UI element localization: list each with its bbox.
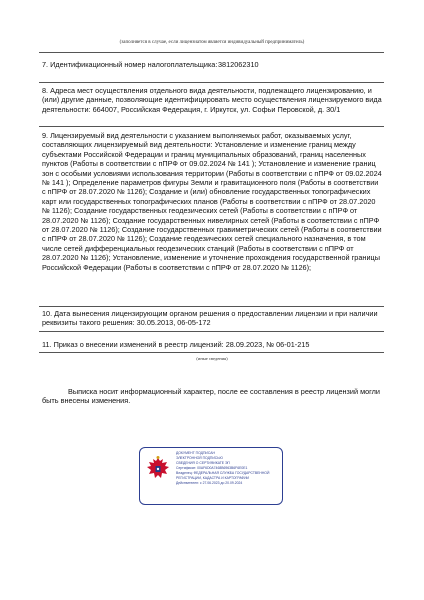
divider (39, 126, 384, 127)
stamp-line-3: СВЕДЕНИЯ О СЕРТИФИКАТЕ ЭП (176, 461, 230, 465)
stamp-line-5: Владелец: ФЕДЕРАЛЬНАЯ СЛУЖБА ГОСУДАРСТВЕННОЙ (176, 471, 270, 475)
electronic-signature-stamp (139, 447, 283, 505)
divider (39, 306, 384, 307)
stamp-line-4: Сертификат: 00AF6D0A7468B6963B6F6E0E1 (176, 466, 248, 470)
divider (39, 52, 384, 53)
taxpayer-id-value: 3812062310 (218, 60, 259, 69)
informational-disclaimer: Выписка носит информационный характер, после ее составления в реестр лицензий могли быть внесены изменения. (42, 387, 380, 406)
divider (39, 331, 384, 332)
stamp-line-7: Действителен: с 27.06.2023 до 20.09.2024 (176, 481, 243, 485)
activity-address-item: 8. Адреса мест осуществления отдельного вида деятельности, подлежащего лицензированию, и (или) другие данные, позволяющие идентифицировать место осуществления лицензируемого вида деятельности: 664007, Российская Федерация, г. Иркутск, ул. Софьи Перовской, д. 30/1 (42, 86, 382, 114)
registry-order-item: 11. Приказ о внесении изменений в реестр лицензий: 28.09.2023, № 06-01-215 (42, 340, 310, 349)
signature-details (176, 451, 269, 486)
stamp-line-1: ДОКУМЕНТ ПОДПИСАН (176, 451, 215, 455)
other-info-note: (иные сведения) (196, 356, 228, 361)
licensed-activity-item: 9. Лицензируемый вид деятельности с указанием выполняемых работ, оказываемых услуг, составляющих лицензируемый вид деятельности: Установление и изменение границ между субъектами Российской Федерации и границ муниципальных образований, границ населенных пунктов (Работы в соответствии с пПРФ от 09.02.2024 № 141 ); Установление и изменение границ зон с особыми условиями использования территории (Работы в соответствии с пПРФ от 09.02.2024 № 141 ); Определение параметров фигуры Земли и гравитационного поля (Работы в соответствии с пПРФ от 28.07.2020 № 1126); Создание и (или) обновление государственных топографических карт или государственных топографических планов (Работы в соответствии с пПРФ от 28.07.2020 № 1126); Создание государственных геодезических сетей (Работы в соответствии с пПРФ от 28.07.2020 № 1126); Создание государственных нивелирных сетей (Работы в соответствии с пПРФ от 28.07.2020 № 1126); Создание государственных гравиметрических сетей (Работы в соответствии с пПРФ от 28.07.2020 № 1126); Создание геодезических сетей специального назначения, в том числе сетей дифференциальных геодезических станций (Работы в соответствии с пПРФ от 28.07.2020 № 1126); Установление, изменение и уточнение прохождения государственной границы Российской Федерации (Работы в соответствии с пПРФ от 28.07.2020 № 1126); (42, 131, 382, 272)
stamp-line-2: ЭЛЕКТРОННОЙ ПОДПИСЬЮ (176, 456, 223, 460)
stamp-line-6: РЕГИСТРАЦИИ, КАДАСТРА И КАРТОГРАФИИ (176, 476, 249, 480)
applicant-type-note: (заполняется в случае, если лицензиатом является индивидуальный предприниматель) (119, 40, 305, 45)
divider (39, 352, 384, 353)
divider (39, 82, 384, 83)
license-decision-item: 10. Дата вынесения лицензирующим органом решения о предоставлении лицензии и при наличии реквизиты такого решения: 30.05.2013, 06-05-172 (42, 309, 378, 328)
taxpayer-id-item (42, 60, 382, 69)
taxpayer-id-label: 7. Идентификационный номер налогоплательщика: (42, 60, 218, 69)
double-headed-eagle-emblem-icon (144, 455, 172, 485)
